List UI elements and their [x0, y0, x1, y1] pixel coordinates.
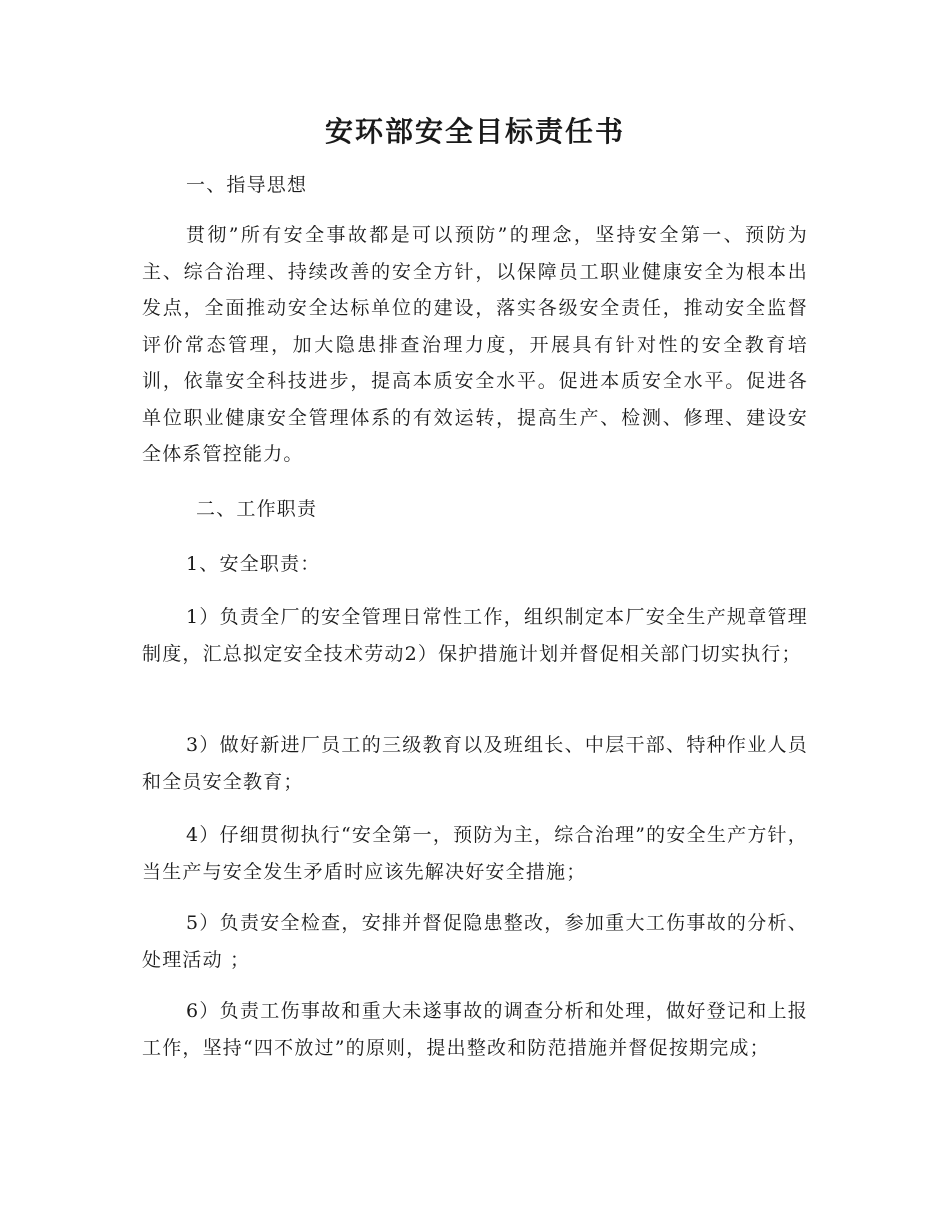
section-heading-work-duties: 二、工作职责 — [196, 498, 318, 520]
subsection-heading-safety-duties: 1、安全职责： — [186, 553, 321, 575]
document-title: 安环部安全目标责任书 — [324, 115, 625, 148]
duty-item-3: 3）做好新进厂员工的三级教育以及班组长、中层干部、特种作业人员和全员安全教育； — [142, 734, 808, 793]
duty-item-1: 1）负责全厂的安全管理日常性工作，组织制定本厂安全生产规章管理制度，汇总拟定安全技术劳动2）保护措施计划并督促相关部门切实执行； — [142, 606, 808, 665]
section-heading-guiding-thought: 一、指导思想 — [186, 174, 308, 196]
paragraph-guiding-thought: 贯彻”所有安全事故都是可以预防”的理念，坚持安全第一、预防为主、综合治理、持续改善的安全方针，以保障员工职业健康安全为根本出发点，全面推动安全达标单位的建设，落实各级安全责任，推动安全监督评价常态管理，加大隐患排查治理力度，开展具有针对性的安全教育培训，依靠安全科技进步，提高本质安全水平。促进本质安全水平。促进各单位职业健康安全管理体系的有效运转，提高生产、检测、修理、建设安全体系管控能力。 — [142, 224, 808, 465]
duty-item-5: 5）负责安全检查，安排并督促隐患整改，参加重大工伤事故的分析、处理活动 ； — [142, 912, 808, 971]
duty-item-6: 6）负责工伤事故和重大未遂事故的调查分析和处理，做好登记和上报工作，坚持“四不放过”的原则，提出整改和防范措施并督促按期完成； — [142, 1000, 808, 1059]
duty-item-4: 4）仔细贯彻执行“安全第一，预防为主，综合治理”的安全生产方针，当生产与安全发生矛盾时应该先解决好安全措施； — [142, 824, 808, 883]
